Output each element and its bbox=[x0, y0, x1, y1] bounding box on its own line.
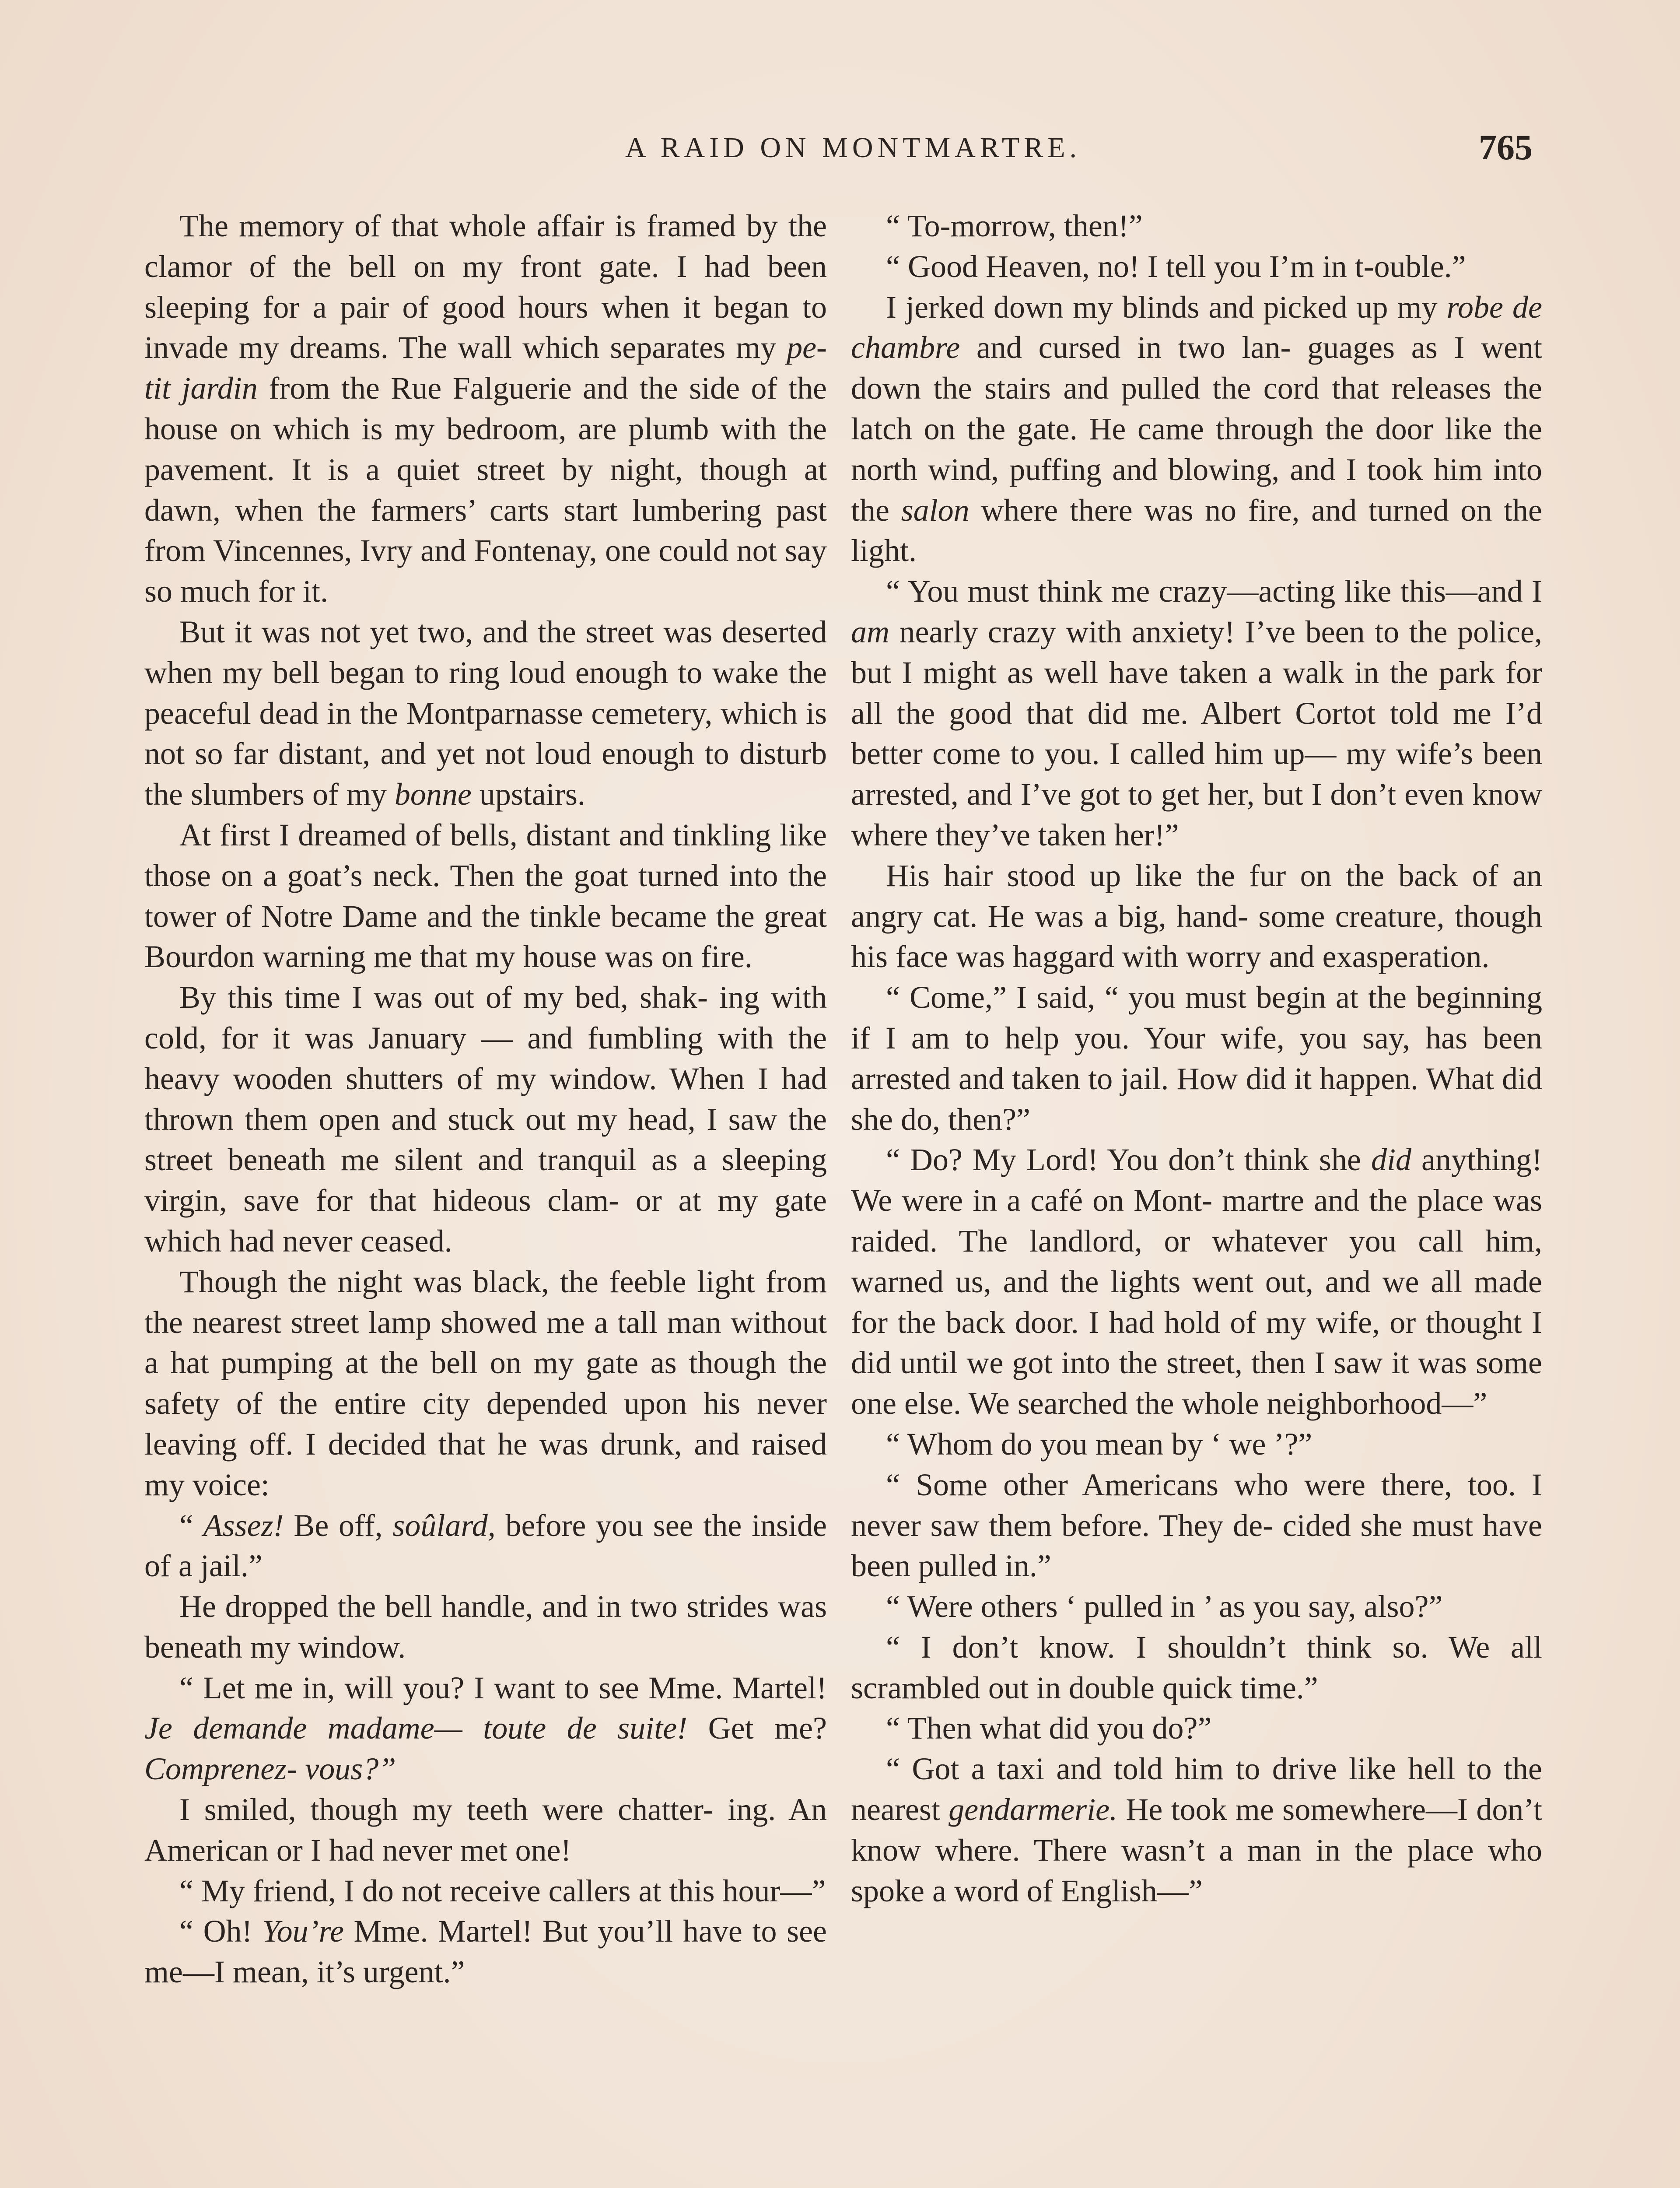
text-run: At first I dreamed of bells, distant and tinkling like those on a goat’s neck. Then the goat turned into the tower of Notre Dame and the tinkle became the great Bourdon warning me that my house was on fire. bbox=[144, 817, 827, 975]
paragraph bbox=[144, 1505, 827, 1587]
text-run: “ Got a taxi and told him to drive like hell to the nearest bbox=[851, 1751, 1542, 1827]
text-run: “ Then what did you do?” bbox=[886, 1711, 1212, 1746]
text-run: I jerked down my blinds and picked up my bbox=[886, 289, 1447, 325]
italic-text: did bbox=[1371, 1142, 1411, 1178]
text-run: “ bbox=[179, 1508, 203, 1543]
text-run: His hair stood up like the fur on the back of an angry cat. He was a big, hand- some creature, though his face was haggard with worry and exasperation. bbox=[851, 858, 1542, 975]
paragraph bbox=[144, 206, 827, 612]
text-run: Be off, bbox=[284, 1508, 393, 1543]
text-run: He dropped the bell handle, and in two strides was beneath my window. bbox=[144, 1589, 827, 1665]
italic-text: gendarmerie. bbox=[948, 1792, 1118, 1827]
paragraph bbox=[851, 1465, 1542, 1586]
paragraph bbox=[144, 1586, 827, 1668]
text-run: nearly crazy with anxiety! I’ve been to the police, but I might as well have taken a walk in the park for all the good that did me. Albert Cortot told me I’d better come to you. I called him up— my wife’s been arrested, and I’ve got to get her, but I don’t even know where they’ve taken her!” bbox=[851, 614, 1542, 852]
text-run: “ Whom do you mean by ‘ we ’?” bbox=[886, 1426, 1312, 1462]
text-run: By this time I was out of my bed, shak- ing with cold, for it was January — and fumbling with the heavy wooden shutters of my window. When I had thrown them open and stuck out my head, I saw the street beneath me silent and tranquil as a sleeping virgin, save for that hideous clam- or at my gate which had never ceased. bbox=[144, 980, 827, 1259]
text-run: and cursed in two lan- guages as I went down the stairs and pulled the cord that releases the latch on the gate. He came through the door like the north wind, puffing and blowing, and I took him into the bbox=[851, 330, 1542, 528]
text-run: “ Oh! bbox=[179, 1914, 262, 1949]
text-run: where there was no fire, and turned on the light. bbox=[851, 492, 1542, 568]
running-title: A RAID ON MONTMARTRE. bbox=[625, 132, 1082, 164]
paragraph bbox=[851, 1749, 1542, 1911]
text-run: Though the night was black, the feeble light from the nearest street lamp showed me a tall man without a hat pumping at the bell on my gate as though the safety of the entire city depended upon his never leaving off. I decided that he was drunk, and raised my voice: bbox=[144, 1264, 827, 1502]
text-run: “ Some other Americans who were there, too. I never saw them before. They de- cided she must have been pulled in.” bbox=[851, 1467, 1542, 1584]
paragraph bbox=[144, 1668, 827, 1789]
paragraph bbox=[851, 856, 1542, 977]
italic-text: salon bbox=[901, 492, 970, 528]
paragraph bbox=[144, 1871, 827, 1911]
text-run: “ Come,” I said, “ you must begin at the beginning if I am to help you. Your wife, you say, has been arrested and taken to jail. How did it happen. What did she do, then?” bbox=[851, 980, 1542, 1137]
paragraph bbox=[144, 1262, 827, 1505]
paragraph bbox=[144, 1911, 827, 1992]
italic-text: Je demande madame— toute de suite! bbox=[144, 1711, 688, 1746]
text-run: “ You must think me crazy—acting like this—and I bbox=[886, 574, 1542, 609]
text-run: anything! We were in a café on Mont- martre and the place was raided. The landlord, or whatever you call him, warned us, and the lights went out, and we all made for the back door. I had hold of my wife, or thought I did until we got into the street, then I saw it was some one else. We searched the whole neighborhood—” bbox=[851, 1142, 1542, 1421]
text-column-left bbox=[144, 206, 827, 1992]
page-number: 765 bbox=[1479, 127, 1533, 167]
paragraph bbox=[851, 1708, 1542, 1749]
text-run: upstairs. bbox=[471, 777, 585, 812]
italic-text: Comprenez- vous?” bbox=[144, 1751, 396, 1787]
text-column-right bbox=[851, 206, 1542, 1911]
text-run: “ Do? My Lord! You don’t think she bbox=[886, 1142, 1371, 1178]
text-run: Get me? bbox=[687, 1711, 827, 1746]
text-run: The memory of that whole affair is framed by the clamor of the bell on my front gate. I had been sleeping for a pair of good hours when it began to invade my dreams. The wall which separates my bbox=[144, 208, 827, 365]
italic-text: You’re bbox=[262, 1914, 344, 1949]
paragraph bbox=[851, 287, 1542, 572]
text-run: “ Good Heaven, no! I tell you I’m in t-ouble.” bbox=[886, 249, 1466, 284]
text-run: “ To-morrow, then!” bbox=[886, 208, 1143, 243]
paragraph bbox=[144, 815, 827, 977]
italic-text: robe de chambre bbox=[851, 289, 1542, 365]
paragraph bbox=[144, 1789, 827, 1871]
paragraph bbox=[851, 246, 1542, 287]
text-run: from the Rue Falguerie and the side of the house on which is my bedroom, are plumb with the pavement. It is a quiet street by night, though at dawn, when the farmers’ carts start lumbering past from Vincennes, Ivry and Fontenay, one could not say so much for it. bbox=[144, 371, 827, 609]
paragraph bbox=[851, 1424, 1542, 1465]
text-run: “ My friend, I do not receive callers at this hour—” bbox=[179, 1873, 826, 1908]
paragraph bbox=[851, 206, 1542, 246]
text-run: Mme. Martel! But you’ll have to see me—I mean, it’s urgent.” bbox=[144, 1914, 827, 1990]
text-run: before you see the inside of a jail.” bbox=[144, 1508, 827, 1584]
paragraph bbox=[851, 1140, 1542, 1424]
text-run: “ I don’t know. I shouldn’t think so. We all scrambled out in double quick time.” bbox=[851, 1629, 1542, 1705]
paragraph bbox=[851, 1586, 1542, 1627]
paragraph bbox=[851, 1627, 1542, 1708]
italic-text: Assez! bbox=[203, 1508, 284, 1543]
paragraph bbox=[851, 977, 1542, 1140]
italic-text: bonne bbox=[394, 777, 472, 812]
text-run: But it was not yet two, and the street was deserted when my bell began to ring loud enough to wake the peaceful dead in the Montparnasse cemetery, which is not so far distant, and yet not loud enough to disturb the slumbers of my bbox=[144, 614, 827, 812]
paragraph bbox=[144, 612, 827, 815]
text-run: “ Let me in, will you? I want to see Mme. Martel! bbox=[179, 1670, 827, 1705]
paragraph bbox=[144, 977, 827, 1262]
italic-text: am bbox=[851, 614, 889, 649]
text-run: “ Were others ‘ pulled in ’ as you say, also?” bbox=[886, 1589, 1443, 1624]
text-run: I smiled, though my teeth were chatter- ing. An American or I had never met one! bbox=[144, 1792, 827, 1868]
text-run: He took me somewhere—I don’t know where. There wasn’t a man in the place who spoke a word of English—” bbox=[851, 1792, 1542, 1908]
italic-text: pe- tit jardin bbox=[144, 330, 827, 406]
paragraph bbox=[851, 571, 1542, 856]
italic-text: soûlard, bbox=[392, 1508, 496, 1543]
